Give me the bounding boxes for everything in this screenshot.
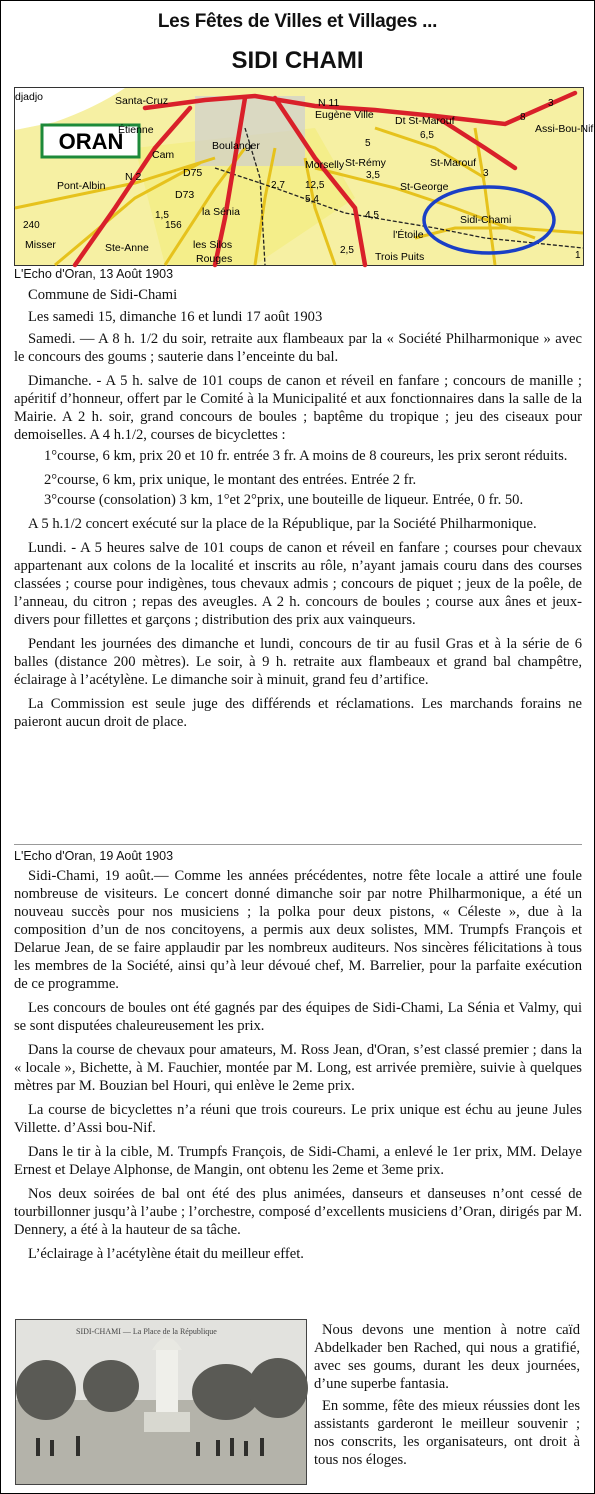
course-item: 2°course, 6 km, prix unique, le montant des entrées. Entrée 2 fr. (44, 472, 417, 488)
article2-para: Dans le tir à la cible, M. Trumpfs François, de Sidi-Chami, a enlevé le 1er prix, MM. Delaye Ernest et Delaye Alphonse, de Mangin, ont obtenu les 2eme et 3eme prix. (14, 1144, 582, 1178)
st-marouf-label: St-Marouf (430, 157, 477, 169)
article1-para: Dimanche. - A 5 h. salve de 101 coups de canon et réveil en fanfare ; concours de manille ; apéritif d’honneur, offert par le Comité à la Municipalité et aux fonctionnaires dans la salle de la Mairie. A 2 h. soir, grand concours de boules ; baptême du tropique ; jeu des ciseaux pour demoiselles. A 4 h.1/2, courses de bicyclettes : (14, 373, 582, 443)
d-st-marouf-label: Dt St-Marouf (395, 115, 455, 127)
eugene-ville-label: Eugène Ville (315, 109, 374, 121)
misser-label: Misser (25, 239, 56, 251)
course-item: 3°course (consolation) 3 km, 1°et 2°prix, une bouteille de liqueur. Entrée, 0 fr. 50. (44, 492, 524, 508)
d73-label: D73 (175, 189, 195, 201)
postcard-photo (15, 1319, 307, 1485)
etienne-label: Étienne (118, 124, 154, 136)
trois-puits-label: Trois Puits (375, 251, 425, 263)
course-item: 1°course, 6 km, prix 20 et 10 fr. entrée 3 fr. A moins de 8 coureurs, les prix seront réduits. (44, 448, 568, 464)
djadjo-label: djadjo (15, 91, 44, 103)
article1-para: Pendant les journées des dimanche et lundi, concours de tir au fusil Gras et à la série de 6 balles (distance 200 mètres). Le soir, à 9 h. retraite aux flambeaux et grand bal champêtre, éclairage à l’acétylène. Le dimanche soir à minuit, grand feu d’artifice. (14, 636, 582, 688)
photo-caption: SIDI-CHAMI — La Place de la République (76, 1327, 217, 1336)
boulanger-label: Boulanger (212, 140, 260, 152)
page-title: SIDI CHAMI (231, 47, 364, 74)
map-number: 6,5 (420, 130, 434, 141)
la-senia-label: la Sénia (202, 206, 240, 218)
article2-para: La course de bicyclettes n’a réuni que trois coureurs. Le prix unique est échu au jeune Jules Villette. d’Assi bou-Nif. (14, 1102, 582, 1136)
les-silos-label: les Silos (193, 239, 233, 251)
article2-para: Sidi-Chami, 19 août.— Comme les années précédentes, notre fête locale a attiré une foule nombreuse de visiteurs. Le concert donné dimanche soir par notre Philharmonique, a été un nouveau succès pour nos musiciens ; la polka pour deux pistons, « Céleste », due à la composition d’un de nos concitoyens, a permis aux deux solistes, MM. Trumpfs François et Delarue Jean, de se faire applaudir par les nombreux auditeurs. Nos sincères félicitations à tous les membres de la Société, ainsi qu’à leur dévoué chef, M. Barrelier, pour la parfaite exécution de ce programme. (14, 868, 582, 992)
map-number: 3 (548, 98, 554, 109)
article1-source: L'Echo d'Oran, 13 Août 1903 (14, 267, 174, 281)
map-number: 156 (165, 220, 182, 231)
article2-para: Nos deux soirées de bal ont été des plus animées, danseurs et danseuses n’ont cessé de tourbillonner jusqu’à l’aube ; l’orchestre, composé d’excellents musiciens d’Oran, dirigés par M. Dennery, a été à la hauteur de sa tâche. (14, 1186, 582, 1238)
article1-para: Lundi. - A 5 heures salve de 101 coups de canon et réveil en fanfare ; courses pour chevaux appartenant aux colons de la localité et inscrits au rôle, n’ayant jamais couru dans des courses classées ; course pour indigènes, tous chevaux admis ; concours de piquet ; jeux de la poêle, de l’anneau, du citron ; repas des aveugles. A 2 h. concours de boules ; course aux ânes et jeux-divers pour fillettes et garçons ; distribution des prix aux vainqueurs. (14, 540, 582, 628)
article1-para: Les samedi 15, dimanche 16 et lundi 17 août 1903 (28, 309, 323, 325)
rouges-label: Rouges (196, 253, 233, 265)
santa-cruz-label: Santa-Cruz (115, 95, 169, 107)
pont-albin-label: Pont-Albin (57, 180, 106, 192)
sidi-chami-label: Sidi-Chami (460, 214, 512, 226)
series-title: Les Fêtes de Villes et Villages ... (157, 11, 438, 32)
article2-source: L'Echo d'Oran, 19 Août 1903 (14, 849, 174, 863)
map-number: 4,5 (365, 210, 379, 221)
article2-para: L’éclairage à l’acétylène était du meilleur effet. (28, 1246, 304, 1262)
ste-anne-label: Ste-Anne (105, 242, 149, 254)
article1-body (14, 286, 582, 737)
article2-para: En somme, fête des mieux réussies dont les assistants garderont le meilleur souvenir ; nos conscrits, les organisateurs, ont droit à tous nos éloges. (314, 1398, 580, 1468)
st-remy-label: St-Rémy (345, 157, 386, 169)
map-number: 2,7 (271, 180, 285, 191)
map-number: 3 (483, 168, 489, 179)
map-number: 240 (23, 220, 40, 231)
n2-label: N 2 (125, 171, 142, 183)
article1-para: Commune de Sidi-Chami (28, 287, 178, 303)
map-number: 1,5 (155, 210, 169, 221)
article2-body (14, 867, 582, 1269)
map-number: 12,5 (305, 180, 325, 191)
letoile-label: l'Étoile (393, 229, 424, 241)
map-number: 3,5 (366, 170, 380, 181)
map-number: 5 (365, 138, 371, 149)
map-number: 2,5 (340, 245, 354, 256)
n114-label: N 11 (318, 97, 340, 109)
article1-para: Samedi. — A 8 h. 1/2 du soir, retraite aux flambeaux par la « Société Philharmonique » avec le concours des goums ; sauterie dans l’enceinte du bal. (14, 331, 582, 365)
camp-label: Cam (152, 149, 175, 161)
article1-para: A 5 h.1/2 concert exécuté sur la place de la République, par la Société Philharmonique. (28, 516, 537, 532)
divider (14, 844, 582, 845)
article2-para: Dans la course de chevaux pour amateurs, M. Ross Jean, d'Oran, s’est classé premier ; dans la « locale », Bichette, à M. Fauchier, montée par M. Long, est arrivée première, suivie à quelques mètres par M. Bouzian bel Houri, qui enlève le 2eme prix. (14, 1042, 582, 1094)
article2-para: Les concours de boules ont été gagnés par des équipes de Sidi-Chami, La Sénia et Valmy, qui se sont disputées chaleureusement les prix. (14, 1000, 582, 1034)
assi-bou-nif-label: Assi-Bou-Nif (535, 123, 594, 135)
oran-label: ORAN (58, 129, 124, 154)
st-georges-label: St-George (400, 181, 449, 193)
d75-label: D75 (183, 167, 203, 179)
location-map (14, 87, 594, 266)
map-number: 8 (520, 112, 526, 123)
map-number: 5,4 (305, 194, 319, 205)
map-number: 1 (575, 250, 581, 261)
article2-para: Nous devons une mention à notre caïd Abdelkader ben Rached, qui nous a gratifié, avec ses goums, durant les deux journées, d’une superbe fantasia. (314, 1322, 580, 1392)
article2-side-column (314, 1321, 580, 1473)
article1-para: La Commission est seule juge des différends et réclamations. Les marchands forains ne paieront aucun droit de place. (14, 696, 582, 730)
morselly-label: Morselly (305, 159, 345, 171)
